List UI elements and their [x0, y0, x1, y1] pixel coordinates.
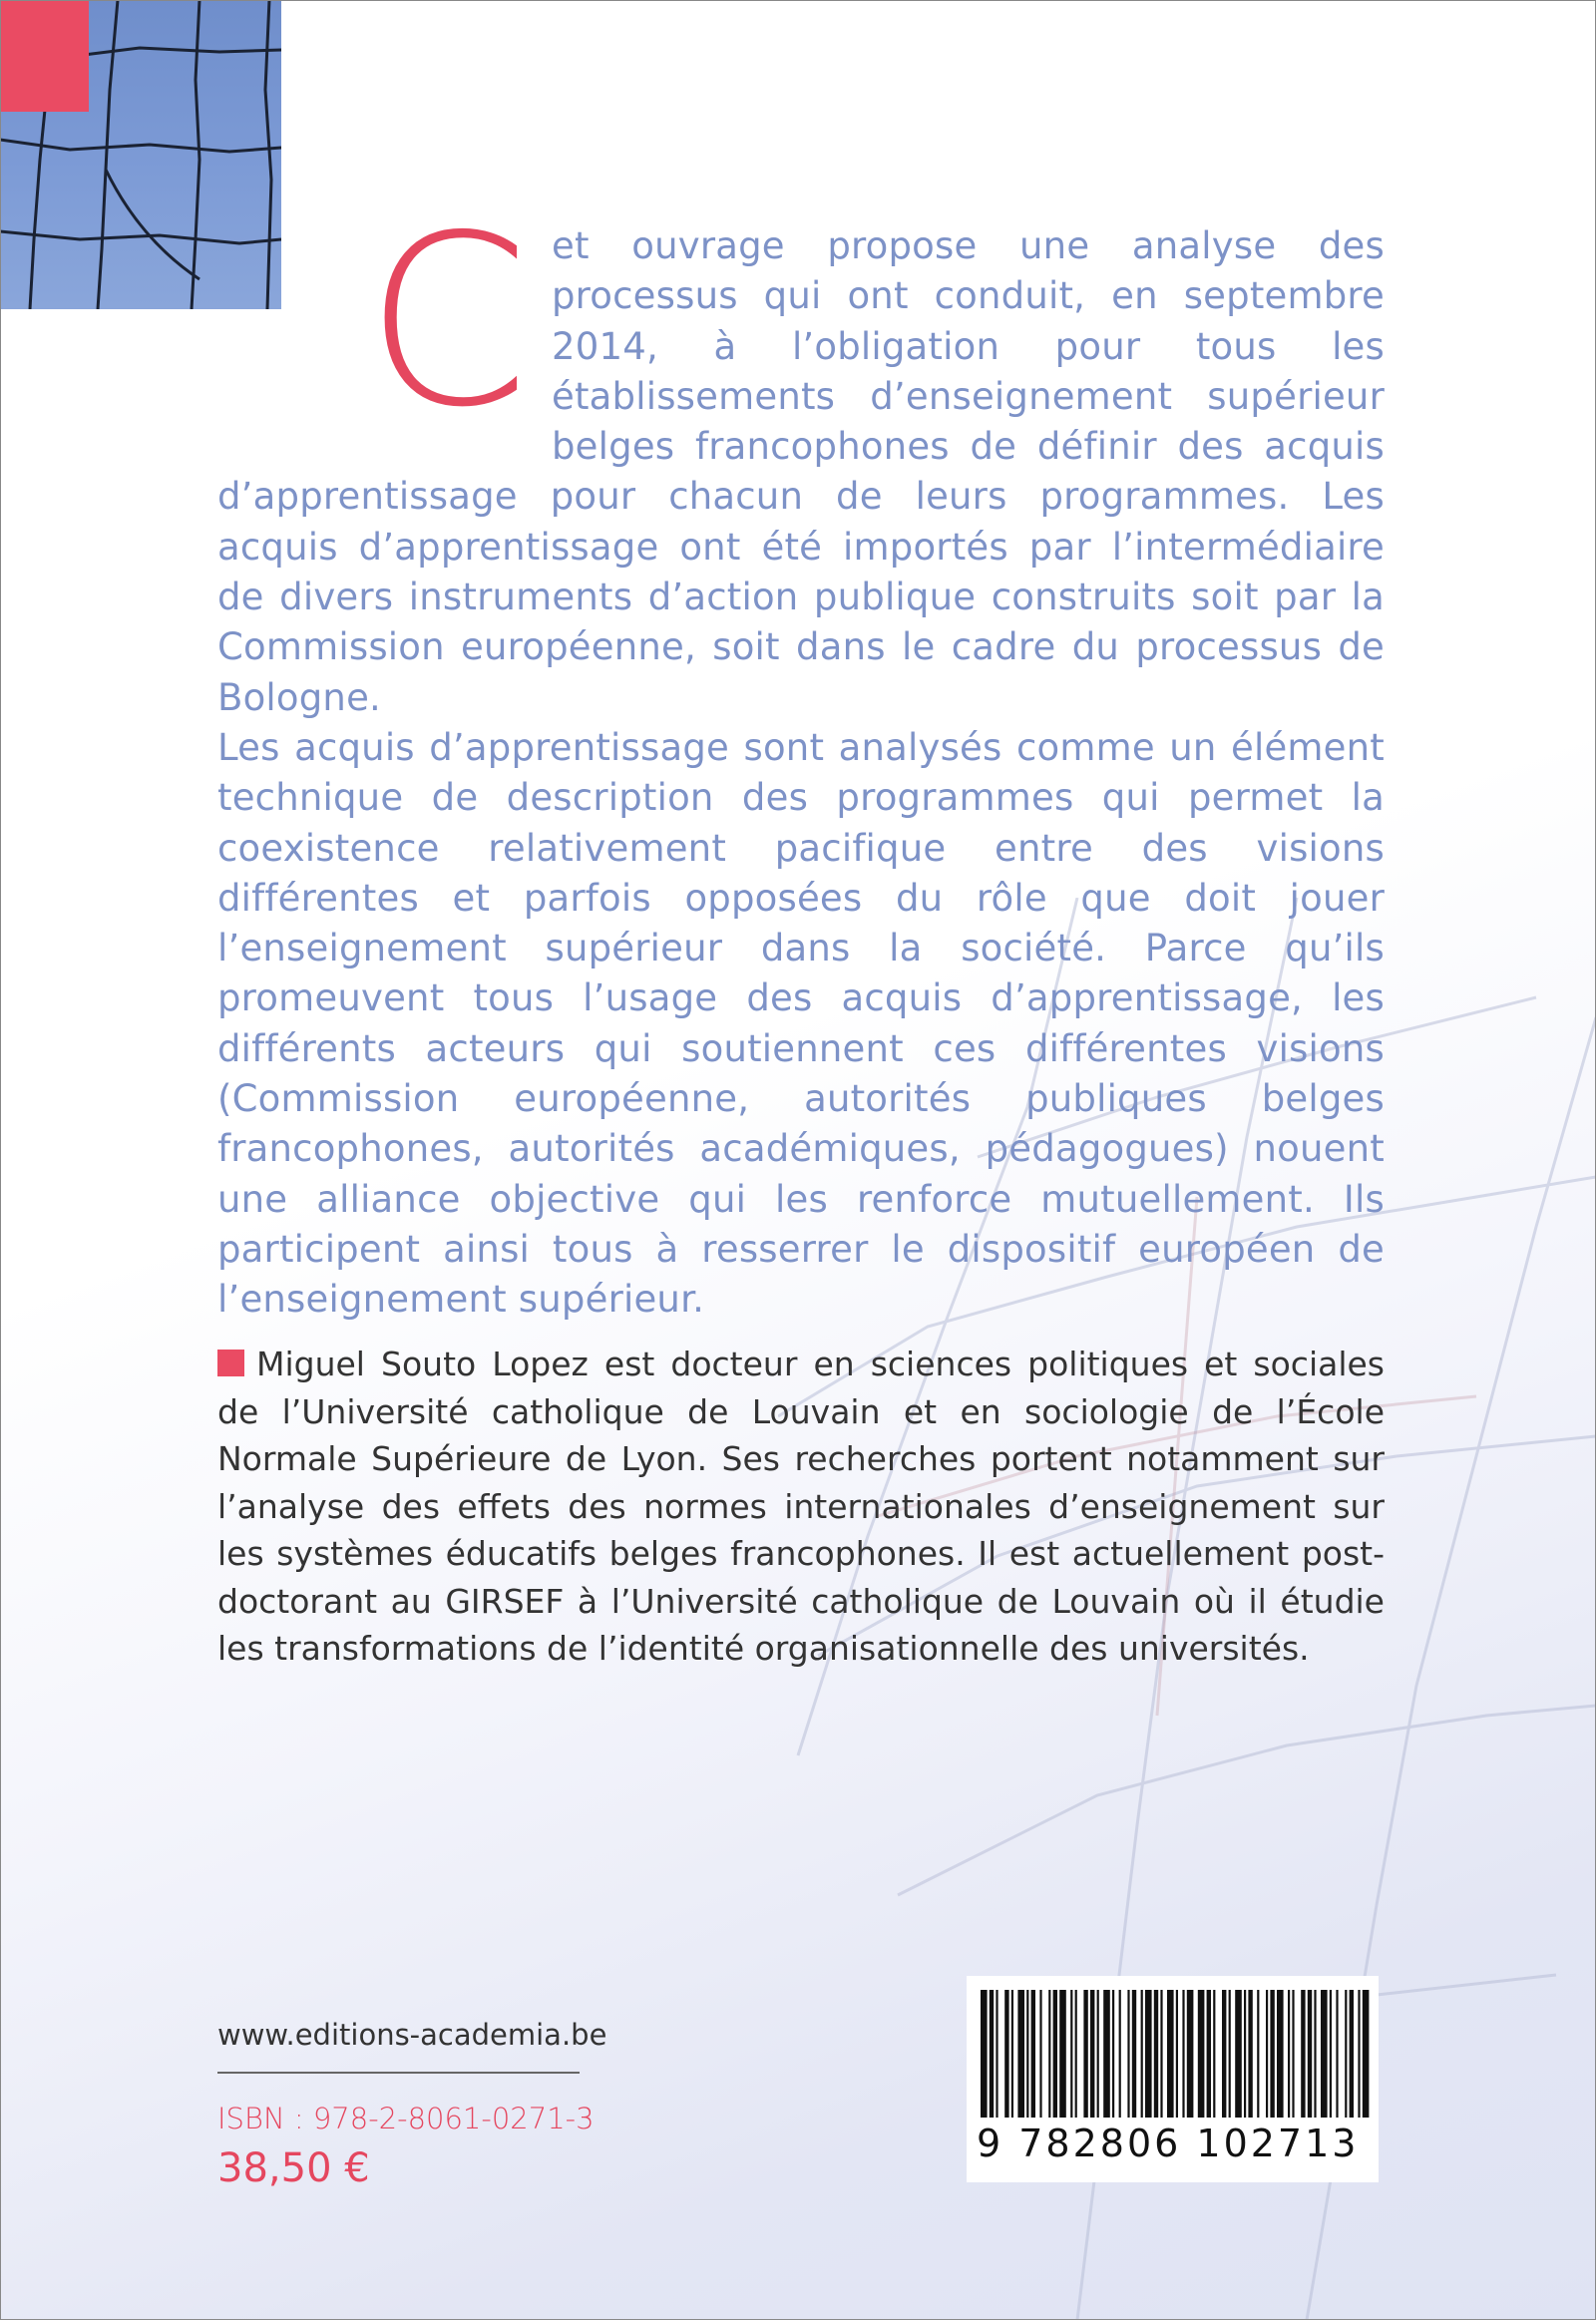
barcode-bar: [1026, 1990, 1028, 2118]
barcode-bar: [1248, 1990, 1252, 2118]
barcode-bar: [996, 1990, 998, 2118]
barcode-bar: [1127, 1990, 1129, 2118]
barcode-bar: [1277, 1990, 1284, 2118]
barcode-bar: [1048, 1990, 1050, 2118]
barcode-bar: [1350, 1990, 1354, 2118]
barcode-bar: [1308, 1990, 1312, 2118]
barcode-bar: [1053, 1990, 1057, 2118]
barcode-bar: [990, 1990, 994, 2118]
barcode-bar: [1017, 1990, 1024, 2118]
barcode-bar: [1182, 1990, 1184, 2118]
author-bio-text: est docteur en sciences politiques et sociales de l’Université catholique de Louvain et en sociologie de l’École Normale Supérieure de Lyon. Ses recherches portent notamment sur l’analyse des effets des normes internationales d’enseignement sur les systèmes éducatifs belges francophones. Il est actuellement post-doctorant au GIRSEF à l’Université catholique de Louvain où il étudie les transformations de l’identité organisationnelle des universités.: [217, 1345, 1386, 1668]
barcode-bar: [1039, 1990, 1041, 2118]
barcode-bar: [1257, 1990, 1259, 2118]
barcode-bar: [1266, 1990, 1268, 2118]
barcode-bar: [1198, 1990, 1205, 2118]
barcode-number: 9 782806 102713: [977, 2122, 1360, 2165]
barcode-bar: [1222, 1990, 1226, 2118]
barcode-bar: [1176, 1990, 1178, 2118]
barcode-bar: [1011, 1990, 1013, 2118]
publisher-website-link[interactable]: www.editions-academia.be: [217, 2018, 607, 2052]
barcode-bar: [1083, 1990, 1087, 2118]
barcode-bar: [1292, 1990, 1294, 2118]
book-description: [217, 185, 1385, 1326]
barcode: [967, 1976, 1379, 2182]
barcode-bar: [1090, 1990, 1094, 2118]
divider: [217, 2072, 580, 2074]
barcode-bar: [1244, 1990, 1246, 2118]
barcode-bar: [1336, 1990, 1338, 2118]
barcode-bar: [1145, 1990, 1152, 2118]
barcode-bar: [981, 1990, 988, 2118]
square-bullet-icon: [217, 1350, 244, 1376]
barcode-bar: [1187, 1990, 1194, 2118]
barcode-bar: [1321, 1990, 1328, 2118]
barcode-bar: [1358, 1990, 1360, 2118]
barcode-bar: [1270, 1990, 1274, 2118]
barcode-bar: [1314, 1990, 1316, 2118]
barcode-bar: [1160, 1990, 1162, 2118]
barcode-bar: [1235, 1990, 1242, 2118]
barcode-bar: [1330, 1990, 1332, 2118]
barcode-bar: [1031, 1990, 1035, 2118]
barcode-bar: [1103, 1990, 1110, 2118]
author-bio: [217, 1341, 1385, 1673]
barcode-bar: [1213, 1990, 1215, 2118]
barcode-bar: [1097, 1990, 1099, 2118]
barcode-bar: [1345, 1990, 1347, 2118]
barcode-bar: [1363, 1990, 1370, 2118]
description-paragraph-2: Les acquis d’apprentissage sont analysés comme un élément technique de description des programmes qui permet la coexistence relativement pacifique entre des visions différentes et parfois opposées du rôle que doit jouer l’enseignement supérieur dans la société. Parce qu’ils promeuvent tous l’usage des acquis d’apprentissage, les différents acteurs qui soutiennent ces différentes visions (Commission européenne, autorités publiques belges francophones, autorités académiques, pédagogues) nouent une alliance objective qui les renforce mutuellement. Ils participent ainsi tous à resserrer le dispositif européen de l’enseignement supérieur.: [217, 725, 1385, 1322]
isbn-number: ISBN : 978-2-8061-0271-3: [217, 2102, 595, 2135]
barcode-bar: [1070, 1990, 1072, 2118]
barcode-bar: [1112, 1990, 1114, 2118]
barcode-bar: [1288, 1990, 1290, 2118]
barcode-bar: [1132, 1990, 1136, 2118]
barcode-bar: [1119, 1990, 1121, 2118]
barcode-bar: [1154, 1990, 1158, 2118]
barcode-bar: [1229, 1990, 1231, 2118]
accent-square: [0, 0, 89, 112]
barcode-bar: [1004, 1990, 1008, 2118]
barcode-bar: [1207, 1990, 1211, 2118]
author-name: Miguel Souto Lopez: [256, 1345, 589, 1383]
description-paragraph-1: et ouvrage propose une analyse des processus qui ont conduit, en septembre 2014, à l’obligation pour tous les établissements d’enseignement supérieur belges francophones de définir des acquis d’apprentissage pour chacun de leurs programmes. Les acquis d’apprentissage ont été importés par l’intermédiaire de divers instruments d’action publique construits soit par la Commission européenne, soit dans le cadre du processus de Bologne.: [217, 224, 1385, 719]
barcode-bar: [1059, 1990, 1066, 2118]
drop-cap: C: [365, 185, 530, 459]
barcode-bar: [1301, 1990, 1305, 2118]
barcode-bar: [1141, 1990, 1143, 2118]
barcode-bar: [1075, 1990, 1077, 2118]
barcode-bars: [967, 1976, 1379, 2126]
price: 38,50 €: [217, 2145, 370, 2191]
barcode-bar: [1167, 1990, 1174, 2118]
